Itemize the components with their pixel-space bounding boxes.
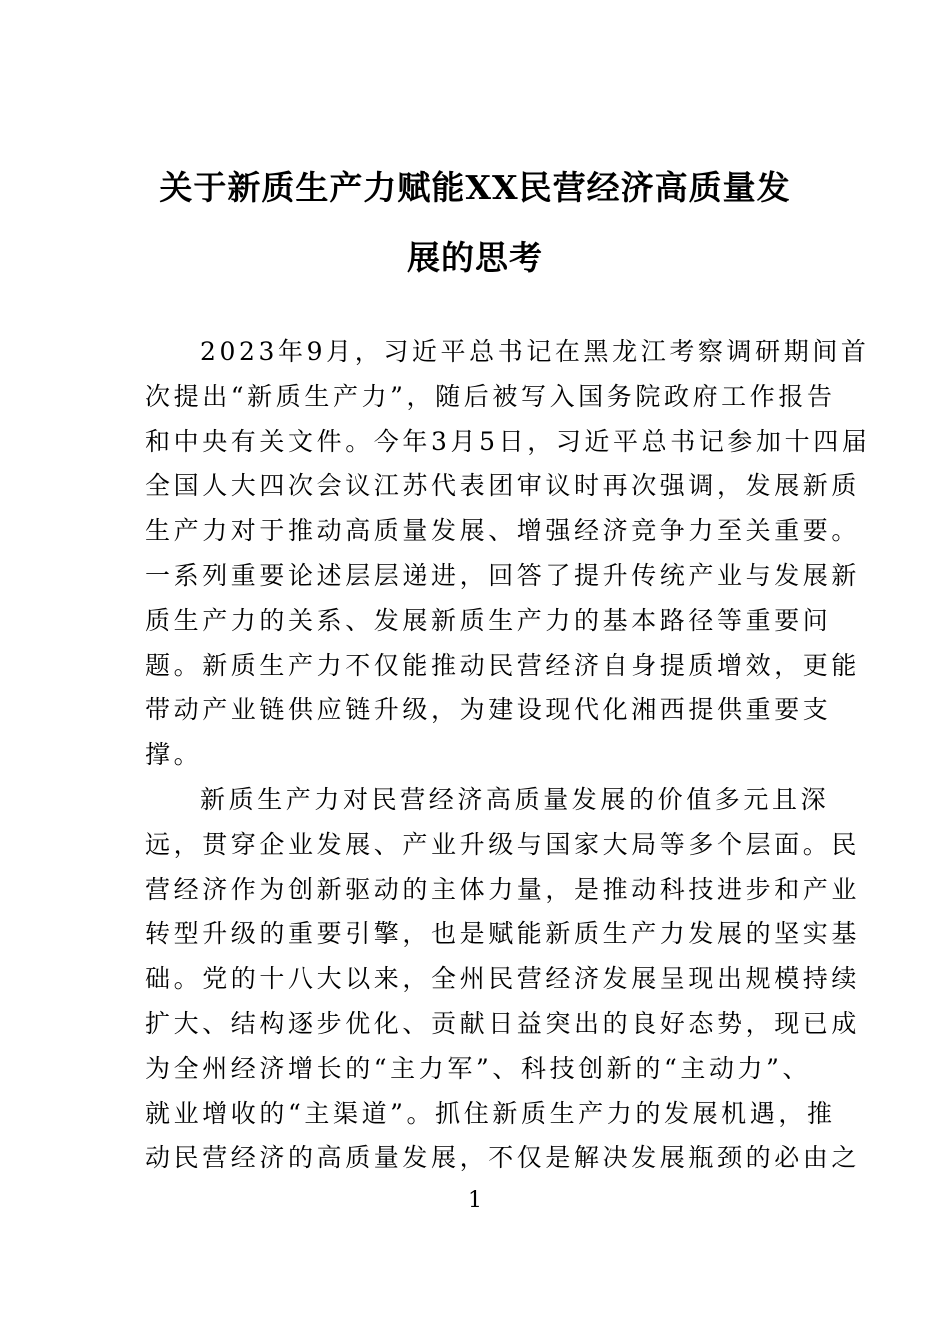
paragraph-1-line: 全国人大四次会议江苏代表团审议时再次强调，发展新质 xyxy=(145,471,861,501)
paragraph-1-line: 和中央有关文件。今年3月5日，习近平总书记参加十四届 xyxy=(145,426,871,456)
paragraph-2-line: 新质生产力对民营经济高质量发展的价值多元且深 xyxy=(200,784,830,814)
paragraph-2-line: 就业增收的“主渠道”。抓住新质生产力的发展机遇，推 xyxy=(145,1098,836,1128)
paragraph-1-line: 质生产力的关系、发展新质生产力的基本路径等重要问 xyxy=(145,605,832,635)
document-title-line-2: 展的思考 xyxy=(407,238,543,277)
paragraph-1-line: 次提出“新质生产力”，随后被写入国务院政府工作报告 xyxy=(145,381,836,411)
paragraph-2-line: 础。党的十八大以来，全州民营经济发展呈现出规模持续 xyxy=(145,964,861,994)
paragraph-2-line: 动民营经济的高质量发展，不仅是解决发展瓶颈的必由之 xyxy=(145,1143,861,1173)
paragraph-1-line: 一系列重要论述层层递进，回答了提升传统产业与发展新 xyxy=(145,560,861,590)
paragraph-1-line: 生产力对于推动高质量发展、增强经济竞争力至关重要。 xyxy=(145,516,861,546)
document-title-line-1: 关于新质生产力赋能XX民营经济高质量发 xyxy=(159,168,791,207)
paragraph-1-line: 撑。 xyxy=(145,740,203,770)
page-number: 1 xyxy=(468,1188,482,1213)
paragraph-1-line: 带动产业链供应链升级，为建设现代化湘西提供重要支 xyxy=(145,695,832,725)
paragraph-1-line: 题。新质生产力不仅能推动民营经济自身提质增效，更能 xyxy=(145,650,861,680)
paragraph-2-line: 转型升级的重要引擎，也是赋能新质生产力发展的坚实基 xyxy=(145,919,861,949)
paragraph-1-line: 2023年9月，习近平总书记在黑龙江考察调研期间首 xyxy=(200,337,870,366)
paragraph-2-line: 营经济作为创新驱动的主体力量，是推动科技进步和产业 xyxy=(145,874,861,904)
document-body xyxy=(145,330,871,1181)
paragraph-2-line: 扩大、结构逐步优化、贡献日益突出的良好态势，现已成 xyxy=(145,1008,861,1038)
paragraph-2-line: 远，贯穿企业发展、产业升级与国家大局等多个层面。民 xyxy=(145,829,861,859)
paragraph-2-line: 为全州经济增长的“主力军”、科技创新的“主动力”、 xyxy=(145,1053,812,1083)
